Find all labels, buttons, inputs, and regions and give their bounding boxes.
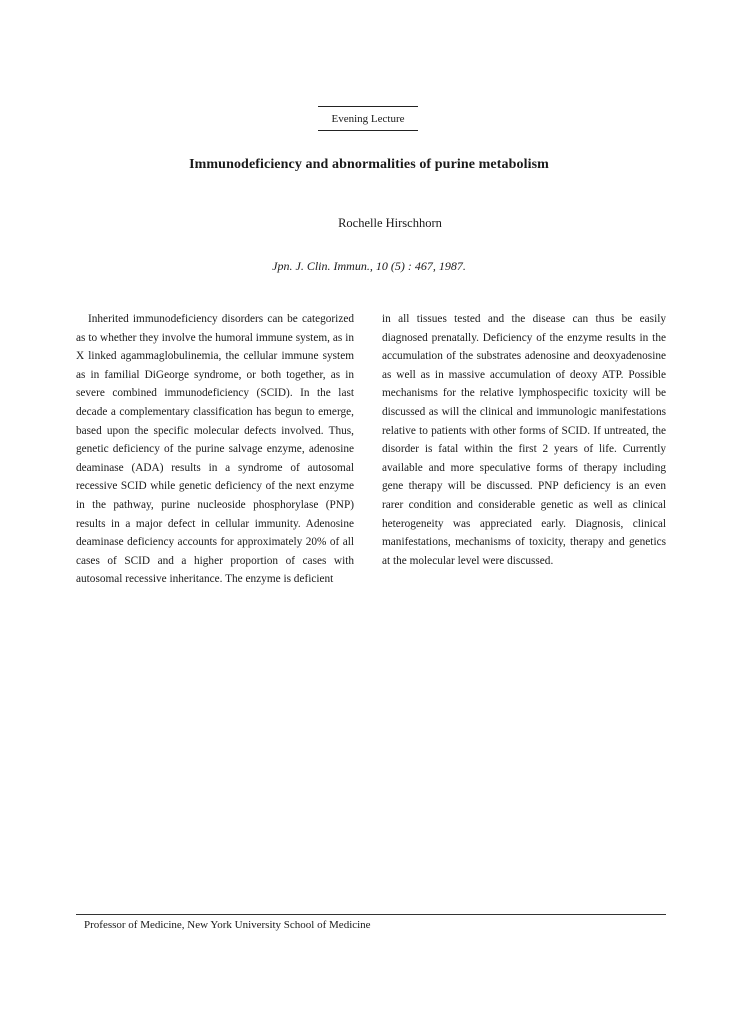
right-column-text: in all tissues tested and the disease can thus be easily diagnosed prenatally. Deficiency of the enzyme results in the accumulation of the substrates adenosine and deoxyadenosine as well as in massive accumulation of deoxy ATP. Possible mechanisms for the relative lymphospecific toxicity will be discussed as will the clinical and immunologic manifestations relative to patients with other forms of SCID. If untreated, the disorder is fatal within the first 2 years of life. Currently available and more speculative forms of therapy including gene therapy will be discussed. PNP deficiency is an even rarer condition and considerable genetic as well as clinical heterogeneity was appreciated early. Diagnosis, clinical manifestations, mechanisms of toxicity, therapy and genetics at the molecular level were discussed. — [382, 313, 666, 567]
left-column-text: Inherited immunodeficiency disorders can be categorized as to whether they involve the humoral immune system, as in X linked agammaglobulinemia, the cellular immune system as in familial DiGeorge syndrome, or both together, as in severe combined immunodeficiency (SCID). In the last decade a complementary classification has begun to emerge, based upon the specific molecular defects involved. Thus, genetic deficiency of the purine salvage enzyme, adenosine deaminase (ADA) results in a syndrome of autosomal recessive SCID while genetic deficiency of the next enzyme in the pathway, purine nucleoside phosphorylase (PNP) results in a major defect in cellular immunity. Adenosine deaminase deficiency accounts for approximately 20% of all cases of SCID and a higher proportion of cases with autosomal recessive inheritance. The enzyme is deficient — [76, 313, 354, 586]
author-affiliation-footnote: Professor of Medicine, New York University School of Medicine — [84, 919, 371, 931]
author-name: Rochelle Hirschhorn — [338, 216, 442, 230]
abstract-left-column — [76, 310, 354, 589]
abstract-right-column — [382, 310, 666, 570]
article-title: Immunodeficiency and abnormalities of purine metabolism — [189, 157, 549, 172]
footnote-divider — [76, 914, 666, 915]
section-label: Evening Lecture — [318, 106, 418, 131]
journal-citation: Jpn. J. Clin. Immun., 10 (5) : 467, 1987. — [272, 259, 466, 273]
